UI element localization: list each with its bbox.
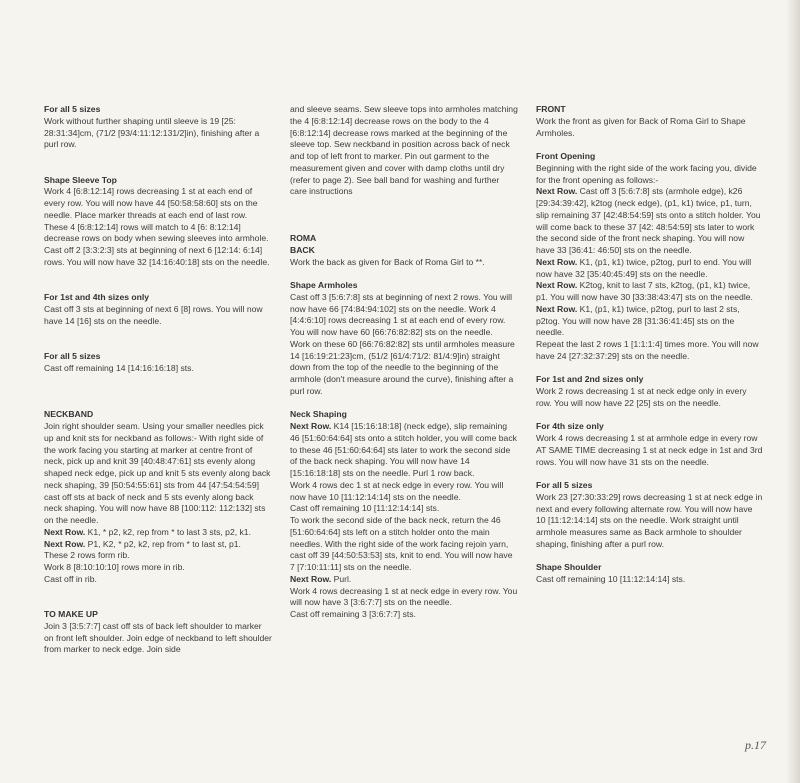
section-front-opening xyxy=(536,151,764,363)
section-to-make-up xyxy=(44,609,272,656)
section-heading: For all 5 sizes xyxy=(44,104,101,114)
instruction-row xyxy=(44,527,272,539)
column-3 xyxy=(536,104,764,598)
section-shape-shoulder xyxy=(536,562,764,586)
page-number: p.17 xyxy=(745,738,766,752)
row-text: P1, K2, * p2, k2, rep from * to last st, p1. xyxy=(85,538,241,549)
section-shape-armholes xyxy=(290,280,518,398)
pattern-subtitle: BACK xyxy=(290,244,315,255)
section-text: Work 8 [8:10:10:10] rows more in rib. xyxy=(44,562,185,572)
section-text: Cast off remaining 10 [11:12:14:14] sts. xyxy=(536,574,686,584)
section-text: Work 4 [6:8:12:14] rows decreasing 1 st at each end of every row. You will now have 44 [50:58:58:60] sts on the needle. Place marker threads at each end of last row. These 4 [6:8:12:14] rows will match to 4 [6: 8:12:14] decrease rows on body when sewing sleeves into armhole. xyxy=(44,186,269,244)
section-heading: Front Opening xyxy=(536,151,596,161)
section-heading: Shape Shoulder xyxy=(536,562,602,573)
section-make-up-continued xyxy=(290,104,518,198)
section-front xyxy=(536,104,764,139)
section-text: Join right shoulder seam. Using your smaller needles pick up and knit sts for neckband as follows:- With right side of the work facing you starting at marker at centre front of neck, pick up and knit 39 [40:48:47:61] sts evenly along shaped neck edge, pick up and knit 5 sts evenly along back neck shaping, 39 [50:54:55:61] sts from 44 [47:54:54:59] cast off sts at back of neck and 5 sts evenly along back neck shaping. You will now have 88 [100:112: 112:132] sts on the needle. xyxy=(44,421,271,525)
section-all-sizes-castoff xyxy=(44,351,272,375)
page-spine-shadow xyxy=(786,0,800,783)
section-heading: For 4th size only xyxy=(536,421,604,432)
section-text: Repeat the last 2 rows 1 [1:1:1:4] times more. You will now have 24 [27:32:37:29] sts on the needle. xyxy=(536,339,759,361)
section-all-sizes-front xyxy=(536,480,764,551)
section-text: Work 4 rows decreasing 1 st at armhole edge in every row AT SAME TIME decreasing 1 st at neck edge in 1st and 3rd rows. You will now have 31 sts on the needle. xyxy=(536,433,763,467)
row-label: Next Row. xyxy=(44,538,86,549)
row-text: Cast off 3 [5:6:7:8] sts (armhole edge), k26 [29:34:39:42], k2tog (neck edge), (p1, k1) twice, p1, turn, slip remaining 37 [42:48:54:59] sts onto a stitch holder. You will come back to these 37 [42: 48:54:59] sts later to work the second side of the front neck shaping. You will now have 33 [36:41: 46:50] sts on the needle. xyxy=(536,186,761,255)
instruction-row xyxy=(290,421,518,480)
section-text: Work the back as given for Back of Roma Girl to **. xyxy=(290,256,485,267)
row-label: Next Row. xyxy=(290,421,332,431)
row-text: K1, (p1, k1) twice, p2tog, purl to last 2 sts, p2tog. You will now have 28 [31:36:41:45] sts on the needle. xyxy=(536,303,740,338)
pattern-title: ROMA xyxy=(290,233,317,243)
row-text: Purl. xyxy=(331,573,352,584)
section-text: Work without further shaping until sleeve is 19 [25: 28:31:34]cm, (71/2 [93/4:11:12:131/2]in), finishing after a purl row. xyxy=(44,115,260,150)
section-text: Work the front as given for Back of Roma Girl to Shape Armholes. xyxy=(536,115,746,138)
row-label: Next Row. xyxy=(536,303,578,314)
section-heading: For all 5 sizes xyxy=(536,480,593,490)
instruction-row xyxy=(536,280,764,304)
instruction-row xyxy=(44,539,272,551)
row-text: K1, (p1, k1) twice, p2tog, purl to end. You will now have 32 [35:40:45:49] sts on the needle. xyxy=(536,256,752,279)
section-text: Join 3 [3:5:7:7] cast off sts of back left shoulder to marker on front left shoulder. Join edge of neckband to left shoulder from marker to neck edge. Join side xyxy=(44,620,272,655)
section-text: Cast off remaining 3 [3:6:7:7] sts. xyxy=(290,609,416,619)
section-heading: NECKBAND xyxy=(44,409,94,420)
row-label: Next Row. xyxy=(536,186,578,197)
section-text: and sleeve seams. Sew sleeve tops into armholes matching the 4 [6:8:12:14] decrease rows on the body to the 4 [6:8:12:14] decrease rows marked at the beginning of the sleeve top. Sew neckband in position across back of neck and top of left front to marker. Pin out garment to the measurement given and cover with damp cloths until dry (refer to page 2). See ball band for washing and further care instructions xyxy=(290,104,518,197)
section-text: Cast off in rib. xyxy=(44,573,97,584)
row-label: Next Row. xyxy=(44,526,86,537)
section-text: Work on these 60 [66:76:82:82] sts until armholes measure 14 [16:19:21:23]cm, (51/2 [61/4:71/2: 81/4:9]in) straight down from the top of the needle to the beginning of the armhole (don't measure around the curve), finishing after a purl row. xyxy=(290,338,515,396)
row-label: Next Row. xyxy=(536,256,578,267)
section-heading: For 1st and 4th sizes only xyxy=(44,292,150,302)
section-text: Work 4 rows dec 1 st at neck edge in every row. You will now have 10 [11:12:14:14] sts on the needle. xyxy=(290,479,504,502)
section-text: Work 2 rows decreasing 1 st at neck edge only in every row. You will now have 22 [25] sts on the needle. xyxy=(536,386,747,408)
section-shape-sleeve-top xyxy=(44,175,272,269)
section-text: Work 23 [27:30:33:29] rows decreasing 1 st at neck edge in next and every following alternate row. You will now have 10 [11:12:14:14] sts on the needle. Work straight until armhole measures same as Back armhole to shoulder shaping, finishing after a purl row. xyxy=(536,491,763,549)
section-roma-back xyxy=(290,233,518,268)
row-text: K14 [15:16:18:18] (neck edge), slip remaining 46 [51:60:64:64] sts onto a stitch holder, you will come back to these 46 [51:60:64:64] sts later to work the second side of the back neck shaping. You will now have 14 [15:16:18:18] sts on the needle. Purl 1 row back. xyxy=(290,421,517,478)
section-heading: TO MAKE UP xyxy=(44,609,98,619)
instruction-row xyxy=(536,304,764,339)
section-text: To work the second side of the back neck, return the 46 [51:60:64:64] sts left on a stitch holder onto the main needles. With the right side of the work facing rejoin yarn, cast off 39 [44:50:53:53] sts, knit to end. You will now have 7 [7:10:11:11] sts on the needle. xyxy=(290,515,513,572)
section-sleeve-length xyxy=(44,104,272,151)
section-text: Cast off 3 [5:6:7:8] sts at beginning of next 2 rows. You will now have 66 [74:84:94:102] sts on the needle. Work 4 [4:4:6:10] rows decreasing 1 st at each end of every row. You will now have 60 [66:76:82:82] sts on the needle. xyxy=(290,291,512,337)
row-text: K1, * p2, k2, rep from * to last 3 sts, p2, k1. xyxy=(85,526,251,537)
section-heading: FRONT xyxy=(536,104,566,114)
column-2 xyxy=(290,104,518,633)
section-text: Cast off 2 [3:3:2:3] sts at beginning of next 6 [12:14: 6:14] rows. You will now have 32 [14:16:40:18] sts on the needle. xyxy=(44,245,270,267)
section-sizes-1-4 xyxy=(44,292,272,327)
section-text: Cast off 3 sts at beginning of next 6 [8] rows. You will now have 14 [16] sts on the needle. xyxy=(44,303,263,326)
instruction-row xyxy=(536,257,764,281)
section-text: Cast off remaining 14 [14:16:16:18] sts. xyxy=(44,362,194,373)
section-text: These 2 rows form rib. xyxy=(44,550,130,561)
section-neckband xyxy=(44,409,272,585)
section-text: Work 4 rows decreasing 1 st at neck edge in every row. You will now have 3 [3:6:7:7] sts on the needle. xyxy=(290,585,518,608)
row-label: Next Row. xyxy=(536,280,578,291)
section-text: Beginning with the right side of the work facing you, divide for the front opening as follows:- xyxy=(536,162,757,185)
section-text: Cast off remaining 10 [11:12:14:14] sts. xyxy=(290,503,440,514)
section-sizes-1-2 xyxy=(536,374,764,409)
section-heading: Neck Shaping xyxy=(290,409,347,420)
instruction-row xyxy=(536,186,764,257)
section-neck-shaping xyxy=(290,409,518,621)
section-heading: For all 5 sizes xyxy=(44,350,101,361)
section-heading: For 1st and 2nd sizes only xyxy=(536,374,644,385)
row-label: Next Row. xyxy=(290,573,332,584)
column-1 xyxy=(44,104,272,668)
instruction-row xyxy=(290,574,518,586)
section-size-4 xyxy=(536,421,764,468)
section-heading: Shape Sleeve Top xyxy=(44,174,117,185)
row-text: K2tog, knit to last 7 sts, k2tog, (p1, k1) twice, p1. You will now have 30 [33:38:43:47] sts on the needle. xyxy=(536,280,753,302)
section-heading: Shape Armholes xyxy=(290,280,358,290)
